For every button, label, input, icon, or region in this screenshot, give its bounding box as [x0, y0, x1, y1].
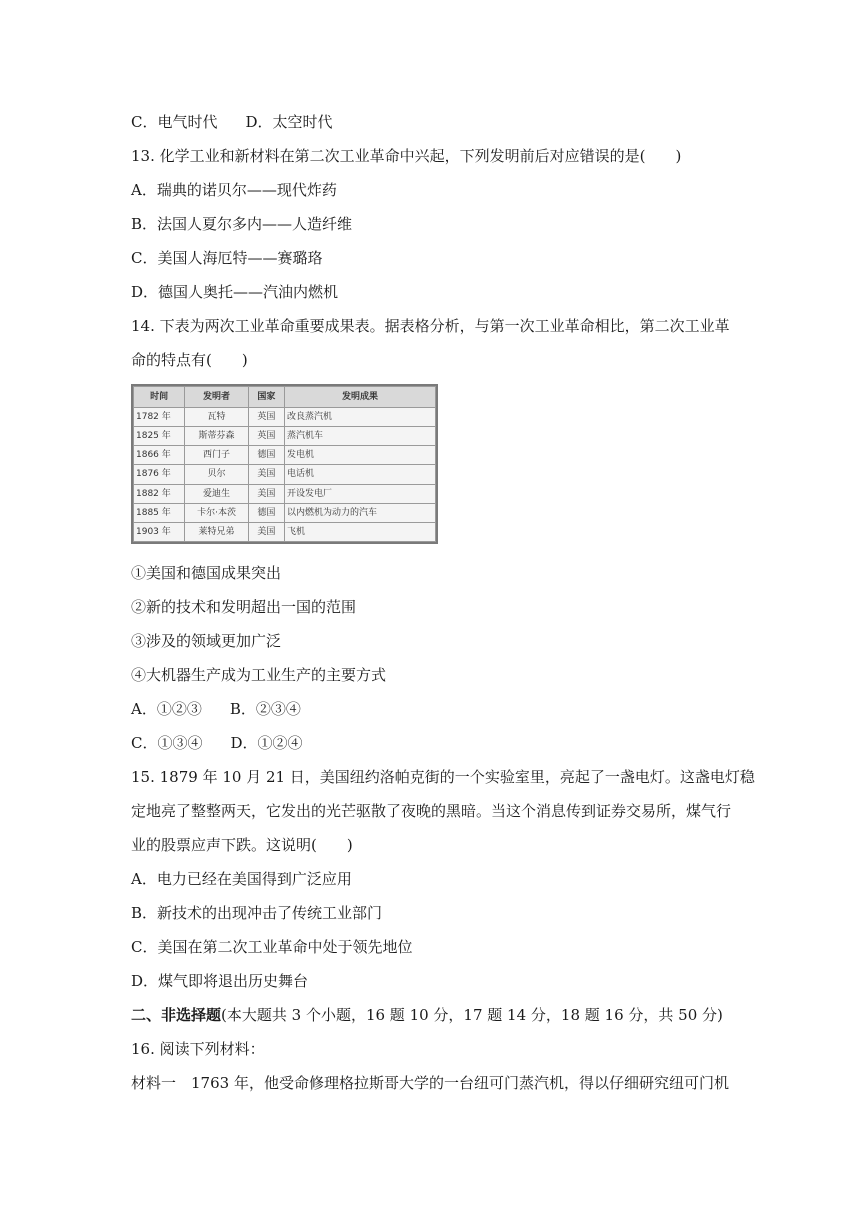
- q13-option-b: B．法国人夏尔多内——人造纤维: [131, 215, 353, 233]
- cell-inventor: 西门子: [185, 446, 248, 465]
- option-b: B．②③④: [229, 700, 301, 718]
- option-c: C．①③④: [131, 734, 203, 752]
- q14-statement-4: ④大机器生产成为工业生产的主要方式: [131, 666, 387, 684]
- cell-country: 英国: [248, 427, 284, 446]
- q13-stem: 13. 化学工业和新材料在第二次工业革命中兴起，下列发明前后对应错误的是( ): [131, 147, 682, 165]
- table-row: [134, 484, 436, 503]
- cell-country: 美国: [248, 522, 284, 541]
- cell-result: 改良蒸汽机: [284, 408, 435, 427]
- q14-statement-3: ③涉及的领域更加广泛: [131, 632, 282, 650]
- cell-time: 1882 年: [134, 484, 185, 503]
- header-country: 国家: [248, 387, 284, 408]
- table-row: [134, 465, 436, 484]
- section-note: (本大题共 3 个小题，16 题 10 分，17 题 14 分，18 题 16 分，共 50 分): [221, 1006, 723, 1024]
- cell-result: 飞机: [284, 522, 435, 541]
- section-title: 二、非选择题: [131, 1006, 222, 1024]
- table-row: [134, 427, 436, 446]
- q15-stem-line3: 业的股票应声下跌。这说明( ): [131, 836, 353, 854]
- cell-time: 1782 年: [134, 408, 185, 427]
- table-row: [134, 446, 436, 465]
- table-row: [134, 408, 436, 427]
- cell-country: 美国: [248, 465, 284, 484]
- q14-options-ab: [131, 699, 301, 719]
- q15-option-b: B．新技术的出现冲击了传统工业部门: [131, 904, 383, 922]
- header-inventor: 发明者: [185, 387, 248, 408]
- cell-country: 德国: [248, 446, 284, 465]
- cell-inventor: 斯蒂芬森: [185, 427, 248, 446]
- q14-statement-1: ①美国和德国成果突出: [131, 564, 282, 582]
- cell-inventor: 瓦特: [185, 408, 248, 427]
- cell-time: 1876 年: [134, 465, 185, 484]
- q13-option-d: D．德国人奥托——汽油内燃机: [131, 283, 339, 301]
- cell-country: 英国: [248, 408, 284, 427]
- cell-inventor: 贝尔: [185, 465, 248, 484]
- cell-result: 蒸汽机车: [284, 427, 435, 446]
- q15-option-d: D．煤气即将退出历史舞台: [131, 972, 309, 990]
- q14-statement-2: ②新的技术和发明超出一国的范围: [131, 598, 357, 616]
- q15-stem-line2: 定地亮了整整两天，它发出的光芒驱散了夜晚的黑暗。当这个消息传到证券交易所，煤气行: [131, 802, 732, 820]
- q14-options-cd: [131, 733, 303, 753]
- option-c: C．电气时代: [131, 113, 218, 131]
- cell-time: 1885 年: [134, 503, 185, 522]
- option-d: D．①②④: [230, 734, 303, 752]
- q13-option-a: A．瑞典的诺贝尔——现代炸药: [131, 181, 337, 199]
- invention-table: [133, 386, 436, 542]
- cell-inventor: 爱迪生: [185, 484, 248, 503]
- cell-inventor: 卡尔·本茨: [185, 503, 248, 522]
- cell-country: 美国: [248, 484, 284, 503]
- table-row: [134, 503, 436, 522]
- q15-option-a: A．电力已经在美国得到广泛应用: [131, 870, 352, 888]
- cell-time: 1866 年: [134, 446, 185, 465]
- cell-country: 德国: [248, 503, 284, 522]
- q14-stem-line1: 14. 下表为两次工业革命重要成果表。据表格分析，与第一次工业革命相比，第二次工业革: [131, 317, 730, 335]
- q15-stem-line1: 15. 1879 年 10 月 21 日，美国纽约洛帕克街的一个实验室里，亮起了一盏电灯。这盏电灯稳: [131, 768, 755, 786]
- cell-time: 1825 年: [134, 427, 185, 446]
- cell-result: 发电机: [284, 446, 435, 465]
- cell-result: 开设发电厂: [284, 484, 435, 503]
- q15-option-c: C．美国在第二次工业革命中处于领先地位: [131, 938, 413, 956]
- q14-stem-line2: 命的特点有( ): [131, 351, 248, 369]
- q12-options: [131, 112, 333, 132]
- cell-result: 电话机: [284, 465, 435, 484]
- table-row: [134, 522, 436, 541]
- table-header-row: [134, 387, 436, 408]
- q16-stem: 16. 阅读下列材料：: [131, 1040, 265, 1058]
- q13-option-c: C．美国人海厄特——赛璐珞: [131, 249, 323, 267]
- option-a: A．①②③: [131, 700, 202, 718]
- cell-inventor: 莱特兄弟: [185, 522, 248, 541]
- header-time: 时间: [134, 387, 185, 408]
- q16-material-1: 材料一 1763 年，他受命修理格拉斯哥大学的一台纽可门蒸汽机，得以仔细研究纽可门机: [131, 1074, 729, 1092]
- cell-time: 1903 年: [134, 522, 185, 541]
- invention-table-image: [131, 384, 438, 544]
- option-d: D．太空时代: [245, 113, 333, 131]
- cell-result: 以内燃机为动力的汽车: [284, 503, 435, 522]
- section-heading: [131, 1005, 723, 1025]
- header-result: 发明成果: [284, 387, 435, 408]
